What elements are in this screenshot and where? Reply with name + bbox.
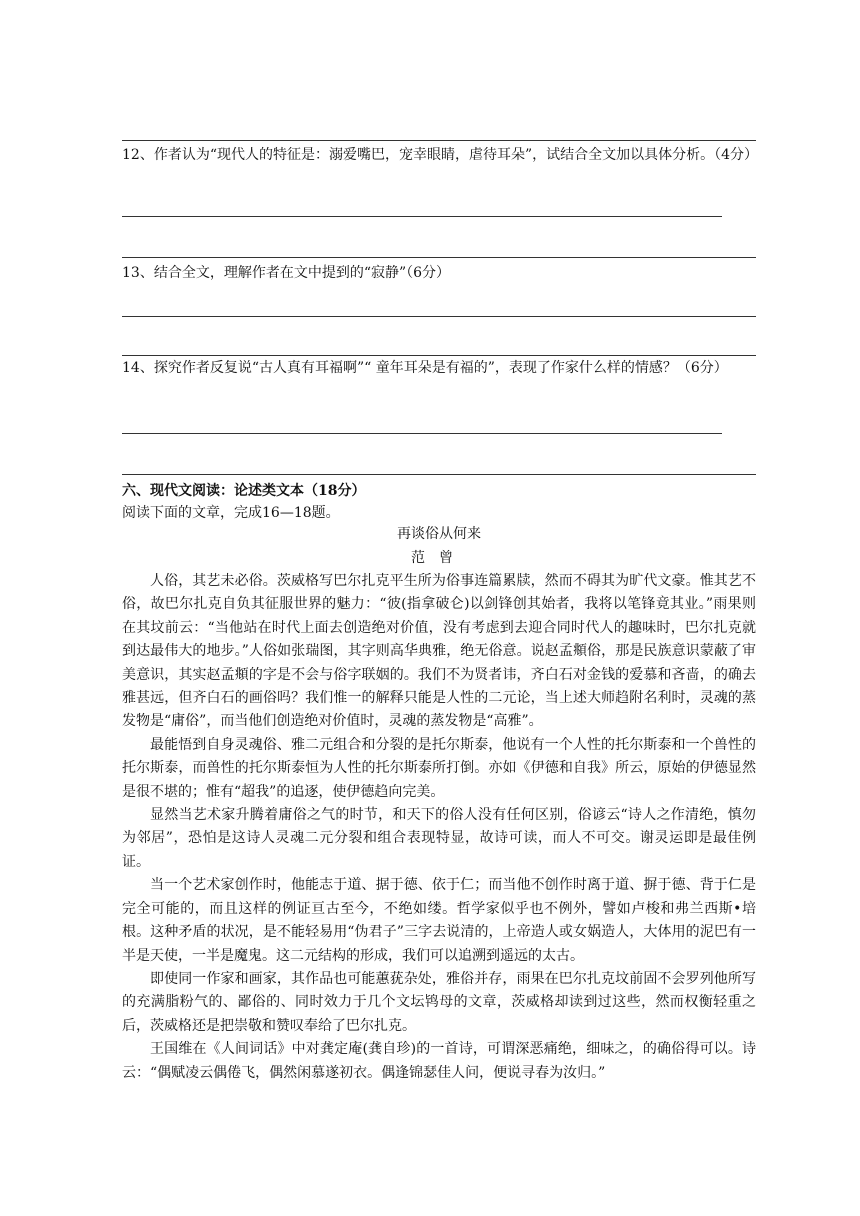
divider-line xyxy=(122,257,756,258)
divider-line xyxy=(122,355,756,356)
article-paragraph: 最能悟到自身灵魂俗、雅二元组合和分裂的是托尔斯泰，他说有一个人性的托尔斯泰和一个兽性的托尔斯泰，而兽性的托尔斯泰恒为人性的托尔斯泰所打倒。亦如《伊德和自我》所云，原始的伊德显然是很不堪的；惟有“超我”的追逐，使伊德趋向完美。 xyxy=(122,736,756,800)
article-paragraph: 人俗，其艺未必俗。茨威格写巴尔扎克平生所为俗事连篇累牍，然而不碍其为旷代文豪。惟其艺不俗，故巴尔扎克自负其征服世界的魅力：“彼(指拿破仑)以剑锋创其始者，我将以笔锋竟其业。”雨果则在其坟前云：“当他站在时代上面去创造绝对价值，没有考虑到去迎合同时代人的趣味时，巴尔扎克就到达最伟大的地步。”人俗如张瑞图，其字则高华典雅，绝无俗意。说赵孟頫俗，那是民族意识蒙蔽了审美意识，其实赵孟頫的字是不会与俗字联姻的。我们不为贤者讳，齐白石对金钱的爱慕和吝啬，的确去雅甚远，但齐白石的画俗吗？我们惟一的解释只能是人性的二元论，当上述大师趋附名利时，灵魂的蒸发物是“庸俗”，而当他们创造绝对价值时，灵魂的蒸发物是“高雅”。 xyxy=(122,573,756,730)
question-13 xyxy=(122,262,756,284)
article-title: 再谈俗从何来 xyxy=(397,526,481,542)
answer-line[interactable] xyxy=(122,216,722,217)
section-six xyxy=(122,480,756,524)
article-paragraph: 即使同一作家和画家，其作品也可能蕙莸杂处，雅俗并存，雨果在巴尔扎克坟前固不会罗列他所写的充满脂粉气的、鄙俗的、同时效力于几个文坛鸨母的文章，茨威格却读到过这些，然而权衡轻重之后，茨威格还是把崇敬和赞叹奉给了巴尔扎克。 xyxy=(122,970,756,1034)
question-12 xyxy=(122,144,759,166)
answer-line[interactable] xyxy=(122,433,722,434)
article xyxy=(122,522,756,1085)
article-paragraph: 王国维在《人间词话》中对龚定庵(龚自珍)的一首诗，可谓深恶痛绝，细味之，的确俗得可以。诗云：“偶赋凌云偶倦飞，偶然闲慕遂初衣。偶逢锦瑟佳人问，便说寻春为汝归。” xyxy=(122,1041,756,1081)
question-14-text: 14、探究作者反复说“古人真有耳福啊”“ 童年耳朵是有福的”，表现了作家什么样的情感？（6分） xyxy=(122,360,728,376)
section-heading: 六、现代文阅读：论述类文本（18分） xyxy=(122,483,366,499)
article-paragraph: 显然当艺术家升腾着庸俗之气的时节，和天下的俗人没有任何区别，俗谚云“诗人之作清绝，慎勿为邻居”，恐怕是这诗人灵魂二元分裂和组合表现特显，故诗可读，而人不可交。谢灵运即是最佳例证。 xyxy=(122,807,756,870)
section-instruction: 阅读下面的文章，完成16—18题。 xyxy=(122,505,340,521)
article-paragraph: 当一个艺术家创作时，他能志于道、据于德、依于仁；而当他不创作时离于道、摒于德、背于仁是完全可能的，而且这样的例证亘古至今，不绝如缕。哲学家似乎也不例外，譬如卢梭和弗兰西斯•培根。这种矛盾的状况，是不能轻易用“伪君子”三字去说清的，上帝造人或女娲造人，大体用的泥巴有一半是天使，一半是魔鬼。这二元结构的形成，我们可以追溯到遥远的太古。 xyxy=(122,877,756,964)
question-14 xyxy=(122,357,756,379)
question-13-text: 13、结合全文，理解作者在文中提到的“寂静”（6分） xyxy=(122,265,451,281)
divider-line xyxy=(122,474,756,475)
question-12-text: 12、作者认为“现代人的特征是：溺爱嘴巴，宠幸眼睛，虐待耳朵”，试结合全文加以具体分析。（4分） xyxy=(122,147,759,163)
answer-line[interactable] xyxy=(122,316,756,317)
article-author: 范曾 xyxy=(411,550,467,566)
divider-line xyxy=(122,140,756,141)
